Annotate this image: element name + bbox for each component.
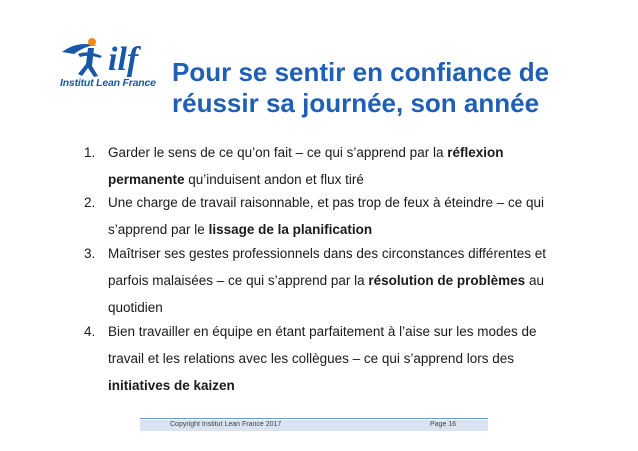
list-item-text <box>108 240 554 321</box>
list-item-bold: lissage de la planification <box>208 222 373 237</box>
list-item-text-start: Garder le sens de ce qu’on fait – ce qui s’apprend par la <box>108 145 448 160</box>
list-item <box>84 139 554 193</box>
list-item-bold: initiatives de kaizen <box>108 378 235 393</box>
footer-divider <box>140 418 488 419</box>
logo-name: Institut Lean France <box>60 77 156 89</box>
list-item-number: 2. <box>84 195 96 210</box>
slide-title-line2: réussir sa journée, son année <box>172 88 540 118</box>
slide-title-line1: Pour se sentir en confiance de <box>172 57 550 87</box>
ilf-logo <box>58 32 158 104</box>
logo-initials: ilf <box>108 41 139 78</box>
footer-bar <box>140 420 488 431</box>
list-item-number: 4. <box>84 324 96 339</box>
list-item-number: 1. <box>84 145 96 160</box>
list-item <box>84 318 554 399</box>
list-item-text <box>108 139 554 193</box>
list-item-bold: réflexion permanente <box>108 145 504 187</box>
slide-title <box>172 57 612 119</box>
list-item-text-end: qu’induisent andon et flux tiré <box>184 172 364 187</box>
list-item <box>84 240 554 321</box>
list-item-bold: résolution de problèmes <box>368 273 526 288</box>
list-item-text-start: Bien travailler en équipe en étant parfaitement à l’aise sur les modes de travail et les relations avec les collègues – ce qui s’apprend lors des <box>108 324 537 366</box>
list-item-text <box>108 318 554 399</box>
list-item-number: 3. <box>84 246 96 261</box>
list-item-text-start: Maîtriser ses gestes professionnels dans des circonstances différentes et parfois malaisées – ce qui s’apprend par la <box>108 246 546 288</box>
list-item-text-end: au quotidien <box>108 273 544 315</box>
list-item <box>84 189 554 243</box>
logo-figure-body <box>78 48 98 77</box>
logo-figure-head <box>88 38 96 46</box>
footer-page-number: Page 16 <box>430 421 457 428</box>
list-item-text <box>108 189 554 243</box>
ilf-logo-mark <box>58 32 158 82</box>
footer-copyright: Copyright Institut Lean France 2017 <box>170 421 282 428</box>
list-item-text-start: Une charge de travail raisonnable, et pas trop de feux à éteindre – ce qui s’apprend par le <box>108 195 545 237</box>
